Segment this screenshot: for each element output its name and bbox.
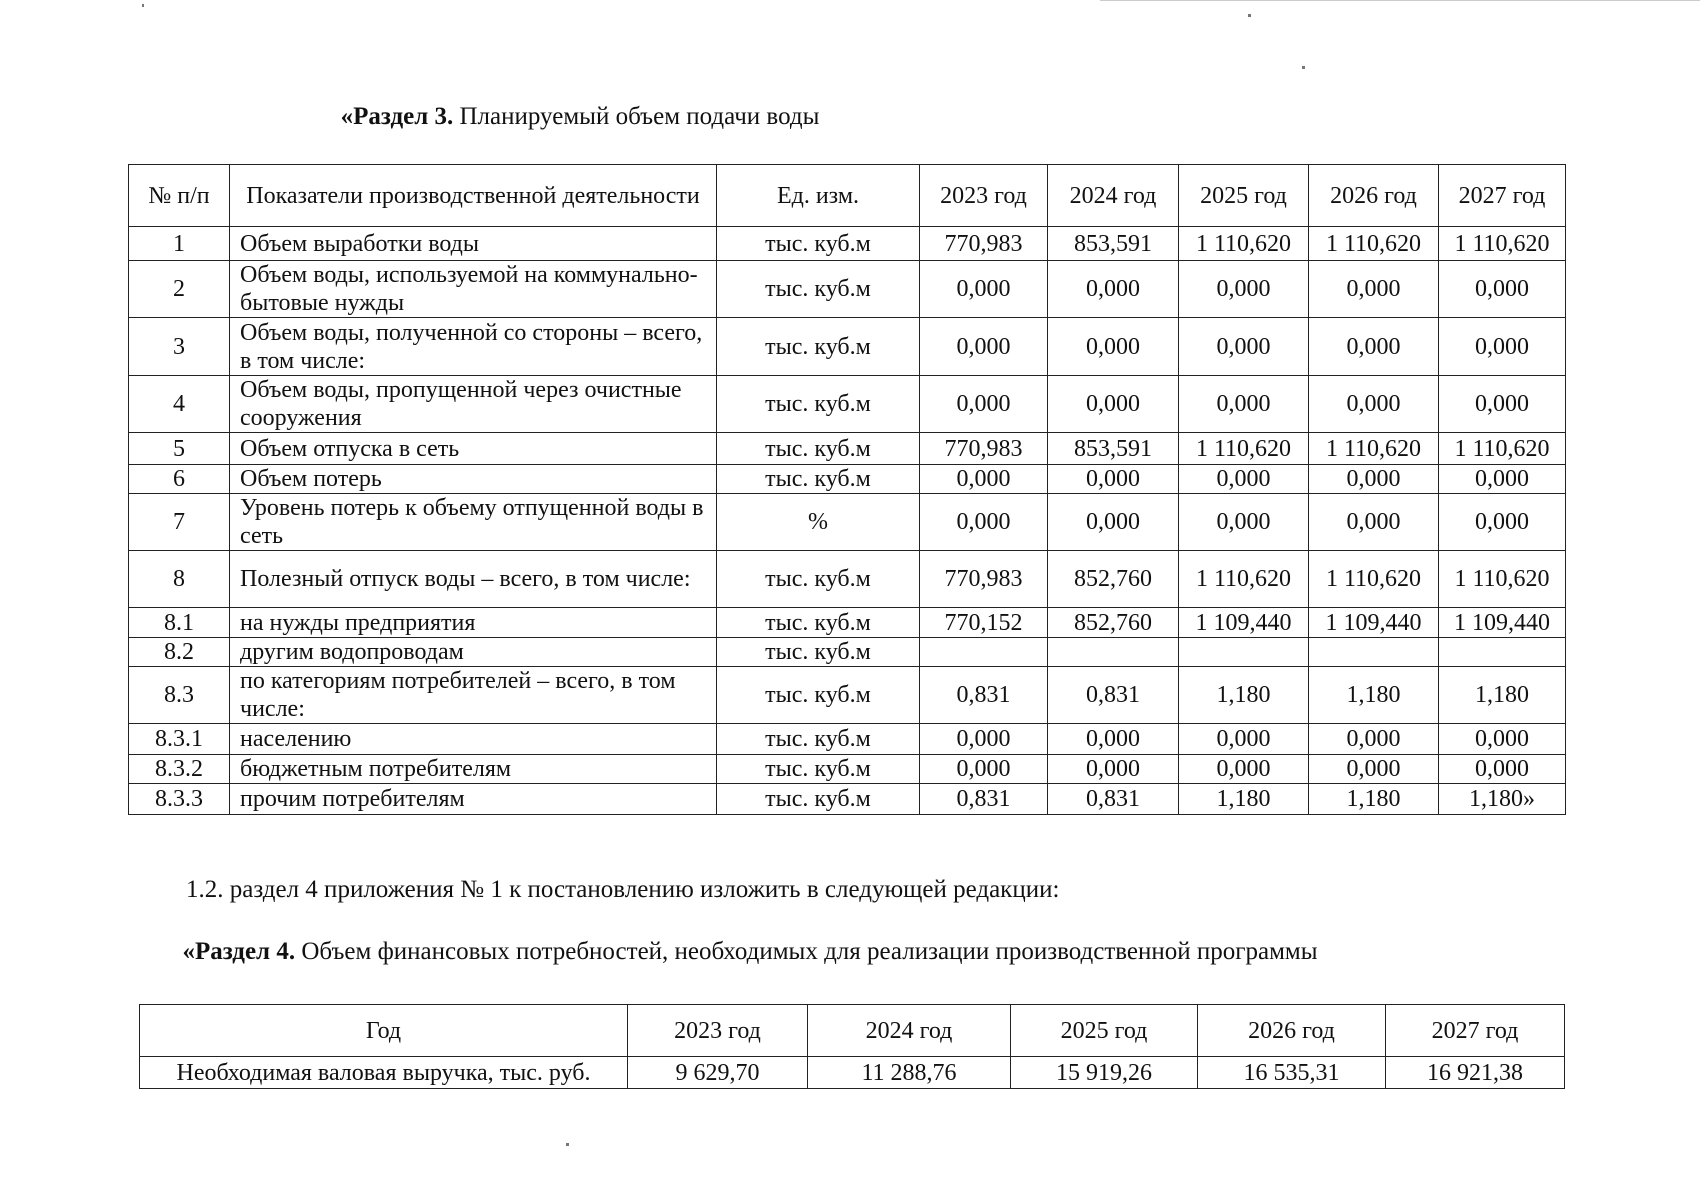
indicator-name-cell: Объем воды, пропущенной через очистные сооружения xyxy=(230,376,717,433)
section-4-title-text: Объем финансовых потребностей, необходимых для реализации производственной программы xyxy=(295,938,1318,965)
value-cell: 770,983 xyxy=(920,551,1048,608)
row-number-cell: 7 xyxy=(129,494,230,551)
indicator-name-cell: Объем потерь xyxy=(230,465,717,494)
header-cell: 2025 год xyxy=(1011,1005,1198,1057)
indicator-name-cell: населению xyxy=(230,724,717,755)
indicator-name-cell: Уровень потерь к объему отпущенной воды в сеть xyxy=(230,494,717,551)
header-cell: Год xyxy=(140,1005,628,1057)
indicator-name-cell: Объем воды, полученной со стороны – всего, в том числе: xyxy=(230,318,717,376)
unit-cell: тыс. куб.м xyxy=(717,465,920,494)
value-cell: 1,180 xyxy=(1179,667,1309,724)
indicator-name-cell: Объем воды, используемой на коммунально-бытовые нужды xyxy=(230,261,717,318)
table-row xyxy=(129,494,1566,551)
value-cell xyxy=(1309,638,1439,667)
value-cell: 770,983 xyxy=(920,227,1048,261)
unit-cell: тыс. куб.м xyxy=(717,227,920,261)
section-3-title xyxy=(28,103,1132,131)
value-cell: 0,000 xyxy=(1439,755,1566,784)
header-cell: 2026 год xyxy=(1309,165,1439,227)
value-cell: 0,000 xyxy=(1048,755,1179,784)
value-cell: 0,000 xyxy=(1179,755,1309,784)
header-cell: 2025 год xyxy=(1179,165,1309,227)
value-cell: 1 110,620 xyxy=(1179,551,1309,608)
value-cell: 0,000 xyxy=(1309,755,1439,784)
indicator-name-cell: по категориям потребителей – всего, в том числе: xyxy=(230,667,717,724)
value-cell: 0,000 xyxy=(1179,724,1309,755)
value-cell: 0,000 xyxy=(920,318,1048,376)
value-cell: 0,000 xyxy=(1048,318,1179,376)
unit-cell: тыс. куб.м xyxy=(717,261,920,318)
table-row xyxy=(129,608,1566,638)
value-cell: 9 629,70 xyxy=(628,1057,808,1089)
value-cell: 0,000 xyxy=(1439,724,1566,755)
table-row xyxy=(129,724,1566,755)
value-cell: 0,831 xyxy=(1048,784,1179,815)
scan-speck xyxy=(566,1143,569,1146)
value-cell: 0,000 xyxy=(1048,494,1179,551)
value-cell: 1,180 xyxy=(1309,784,1439,815)
value-cell: 0,000 xyxy=(920,494,1048,551)
value-cell: 852,760 xyxy=(1048,608,1179,638)
unit-cell: тыс. куб.м xyxy=(717,551,920,608)
value-cell: 0,000 xyxy=(920,376,1048,433)
unit-cell: тыс. куб.м xyxy=(717,755,920,784)
row-label-cell: Необходимая валовая выручка, тыс. руб. xyxy=(140,1057,628,1089)
unit-cell: тыс. куб.м xyxy=(717,784,920,815)
value-cell: 0,831 xyxy=(920,784,1048,815)
indicator-name-cell: другим водопроводам xyxy=(230,638,717,667)
header-cell: № п/п xyxy=(129,165,230,227)
value-cell: 0,000 xyxy=(1048,724,1179,755)
value-cell: 1 110,620 xyxy=(1439,551,1566,608)
row-number-cell: 8.3.3 xyxy=(129,784,230,815)
table-row xyxy=(129,376,1566,433)
value-cell: 853,591 xyxy=(1048,433,1179,465)
table-row xyxy=(140,1057,1565,1089)
value-cell: 16 921,38 xyxy=(1386,1057,1565,1089)
value-cell: 0,000 xyxy=(1439,465,1566,494)
value-cell: 770,983 xyxy=(920,433,1048,465)
header-cell: 2023 год xyxy=(920,165,1048,227)
water-supply-table xyxy=(128,164,1566,815)
value-cell: 0,000 xyxy=(1048,261,1179,318)
header-cell: 2024 год xyxy=(808,1005,1011,1057)
value-cell: 853,591 xyxy=(1048,227,1179,261)
value-cell: 0,000 xyxy=(920,261,1048,318)
value-cell: 0,831 xyxy=(1048,667,1179,724)
unit-cell: тыс. куб.м xyxy=(717,724,920,755)
value-cell: 0,000 xyxy=(1048,376,1179,433)
header-cell: 2027 год xyxy=(1386,1005,1565,1057)
value-cell: 0,000 xyxy=(1309,261,1439,318)
value-cell: 16 535,31 xyxy=(1198,1057,1386,1089)
financial-needs-table xyxy=(139,1004,1565,1089)
value-cell: 0,000 xyxy=(1048,465,1179,494)
value-cell: 0,000 xyxy=(1439,318,1566,376)
value-cell: 770,152 xyxy=(920,608,1048,638)
value-cell xyxy=(1439,638,1566,667)
section-3-title-text: Планируемый объем подачи воды xyxy=(453,103,820,130)
section-4-title xyxy=(30,938,1470,966)
value-cell: 15 919,26 xyxy=(1011,1057,1198,1089)
unit-cell: % xyxy=(717,494,920,551)
row-number-cell: 8.3.2 xyxy=(129,755,230,784)
value-cell: 1 110,620 xyxy=(1309,433,1439,465)
row-number-cell: 2 xyxy=(129,261,230,318)
value-cell: 1 110,620 xyxy=(1179,227,1309,261)
unit-cell: тыс. куб.м xyxy=(717,376,920,433)
value-cell: 0,000 xyxy=(1179,261,1309,318)
value-cell: 0,000 xyxy=(1439,494,1566,551)
value-cell: 1 110,620 xyxy=(1439,227,1566,261)
header-cell: Ед. изм. xyxy=(717,165,920,227)
header-cell: Показатели производственной деятельности xyxy=(230,165,717,227)
value-cell xyxy=(920,638,1048,667)
indicator-name-cell: на нужды предприятия xyxy=(230,608,717,638)
table-header-row xyxy=(129,165,1566,227)
table-row xyxy=(129,638,1566,667)
unit-cell: тыс. куб.м xyxy=(717,667,920,724)
unit-cell: тыс. куб.м xyxy=(717,318,920,376)
header-cell: 2024 год xyxy=(1048,165,1179,227)
value-cell: 1,180 xyxy=(1309,667,1439,724)
value-cell: 0,000 xyxy=(1439,376,1566,433)
unit-cell: тыс. куб.м xyxy=(717,433,920,465)
value-cell: 0,000 xyxy=(1309,376,1439,433)
indicator-name-cell: бюджетным потребителям xyxy=(230,755,717,784)
row-number-cell: 8 xyxy=(129,551,230,608)
table-row xyxy=(129,667,1566,724)
value-cell: 1 109,440 xyxy=(1439,608,1566,638)
header-cell: 2023 год xyxy=(628,1005,808,1057)
value-cell: 0,000 xyxy=(1309,318,1439,376)
table-row xyxy=(129,784,1566,815)
indicator-name-cell: Объем отпуска в сеть xyxy=(230,433,717,465)
value-cell: 0,000 xyxy=(1179,465,1309,494)
value-cell: 0,000 xyxy=(1309,494,1439,551)
unit-cell: тыс. куб.м xyxy=(717,638,920,667)
scan-edge xyxy=(1100,0,1700,1)
indicator-name-cell: Полезный отпуск воды – всего, в том числе: xyxy=(230,551,717,608)
amendment-paragraph: 1.2. раздел 4 приложения № 1 к постановлению изложить в следующей редакции: xyxy=(186,876,1060,903)
value-cell: 0,000 xyxy=(1439,261,1566,318)
value-cell: 0,000 xyxy=(920,724,1048,755)
value-cell: 11 288,76 xyxy=(808,1057,1011,1089)
table-row xyxy=(129,755,1566,784)
value-cell: 0,000 xyxy=(1179,318,1309,376)
table-header-row xyxy=(140,1005,1565,1057)
table-row xyxy=(129,551,1566,608)
unit-cell: тыс. куб.м xyxy=(717,608,920,638)
scan-speck xyxy=(1248,14,1251,17)
indicator-name-cell: Объем выработки воды xyxy=(230,227,717,261)
table-row xyxy=(129,433,1566,465)
value-cell: 1 110,620 xyxy=(1309,227,1439,261)
row-number-cell: 4 xyxy=(129,376,230,433)
value-cell: 0,000 xyxy=(920,465,1048,494)
value-cell: 1 110,620 xyxy=(1439,433,1566,465)
row-number-cell: 5 xyxy=(129,433,230,465)
table-row xyxy=(129,227,1566,261)
value-cell: 852,760 xyxy=(1048,551,1179,608)
row-number-cell: 3 xyxy=(129,318,230,376)
value-cell: 1 110,620 xyxy=(1309,551,1439,608)
value-cell: 1,180 xyxy=(1179,784,1309,815)
value-cell: 0,000 xyxy=(920,755,1048,784)
header-cell: 2026 год xyxy=(1198,1005,1386,1057)
value-cell: 1 109,440 xyxy=(1309,608,1439,638)
value-cell: 0,000 xyxy=(1309,724,1439,755)
indicator-name-cell: прочим потребителям xyxy=(230,784,717,815)
value-cell: 1 110,620 xyxy=(1179,433,1309,465)
value-cell: 1 109,440 xyxy=(1179,608,1309,638)
table-row xyxy=(129,261,1566,318)
row-number-cell: 8.1 xyxy=(129,608,230,638)
value-cell: 0,000 xyxy=(1309,465,1439,494)
row-number-cell: 8.2 xyxy=(129,638,230,667)
row-number-cell: 8.3 xyxy=(129,667,230,724)
scan-speck xyxy=(142,4,144,7)
header-cell: 2027 год xyxy=(1439,165,1566,227)
value-cell: 0,000 xyxy=(1179,376,1309,433)
table-row xyxy=(129,318,1566,376)
table-row xyxy=(129,465,1566,494)
value-cell xyxy=(1179,638,1309,667)
value-cell xyxy=(1048,638,1179,667)
value-cell: 1,180 xyxy=(1439,667,1566,724)
row-number-cell: 8.3.1 xyxy=(129,724,230,755)
section-3-title-bold: «Раздел 3. xyxy=(340,103,454,130)
value-cell: 0,000 xyxy=(1179,494,1309,551)
scan-speck xyxy=(1302,66,1305,69)
section-4-title-bold: «Раздел 4. xyxy=(182,938,296,965)
value-cell: 0,831 xyxy=(920,667,1048,724)
row-number-cell: 1 xyxy=(129,227,230,261)
value-cell: 1,180» xyxy=(1439,784,1566,815)
row-number-cell: 6 xyxy=(129,465,230,494)
